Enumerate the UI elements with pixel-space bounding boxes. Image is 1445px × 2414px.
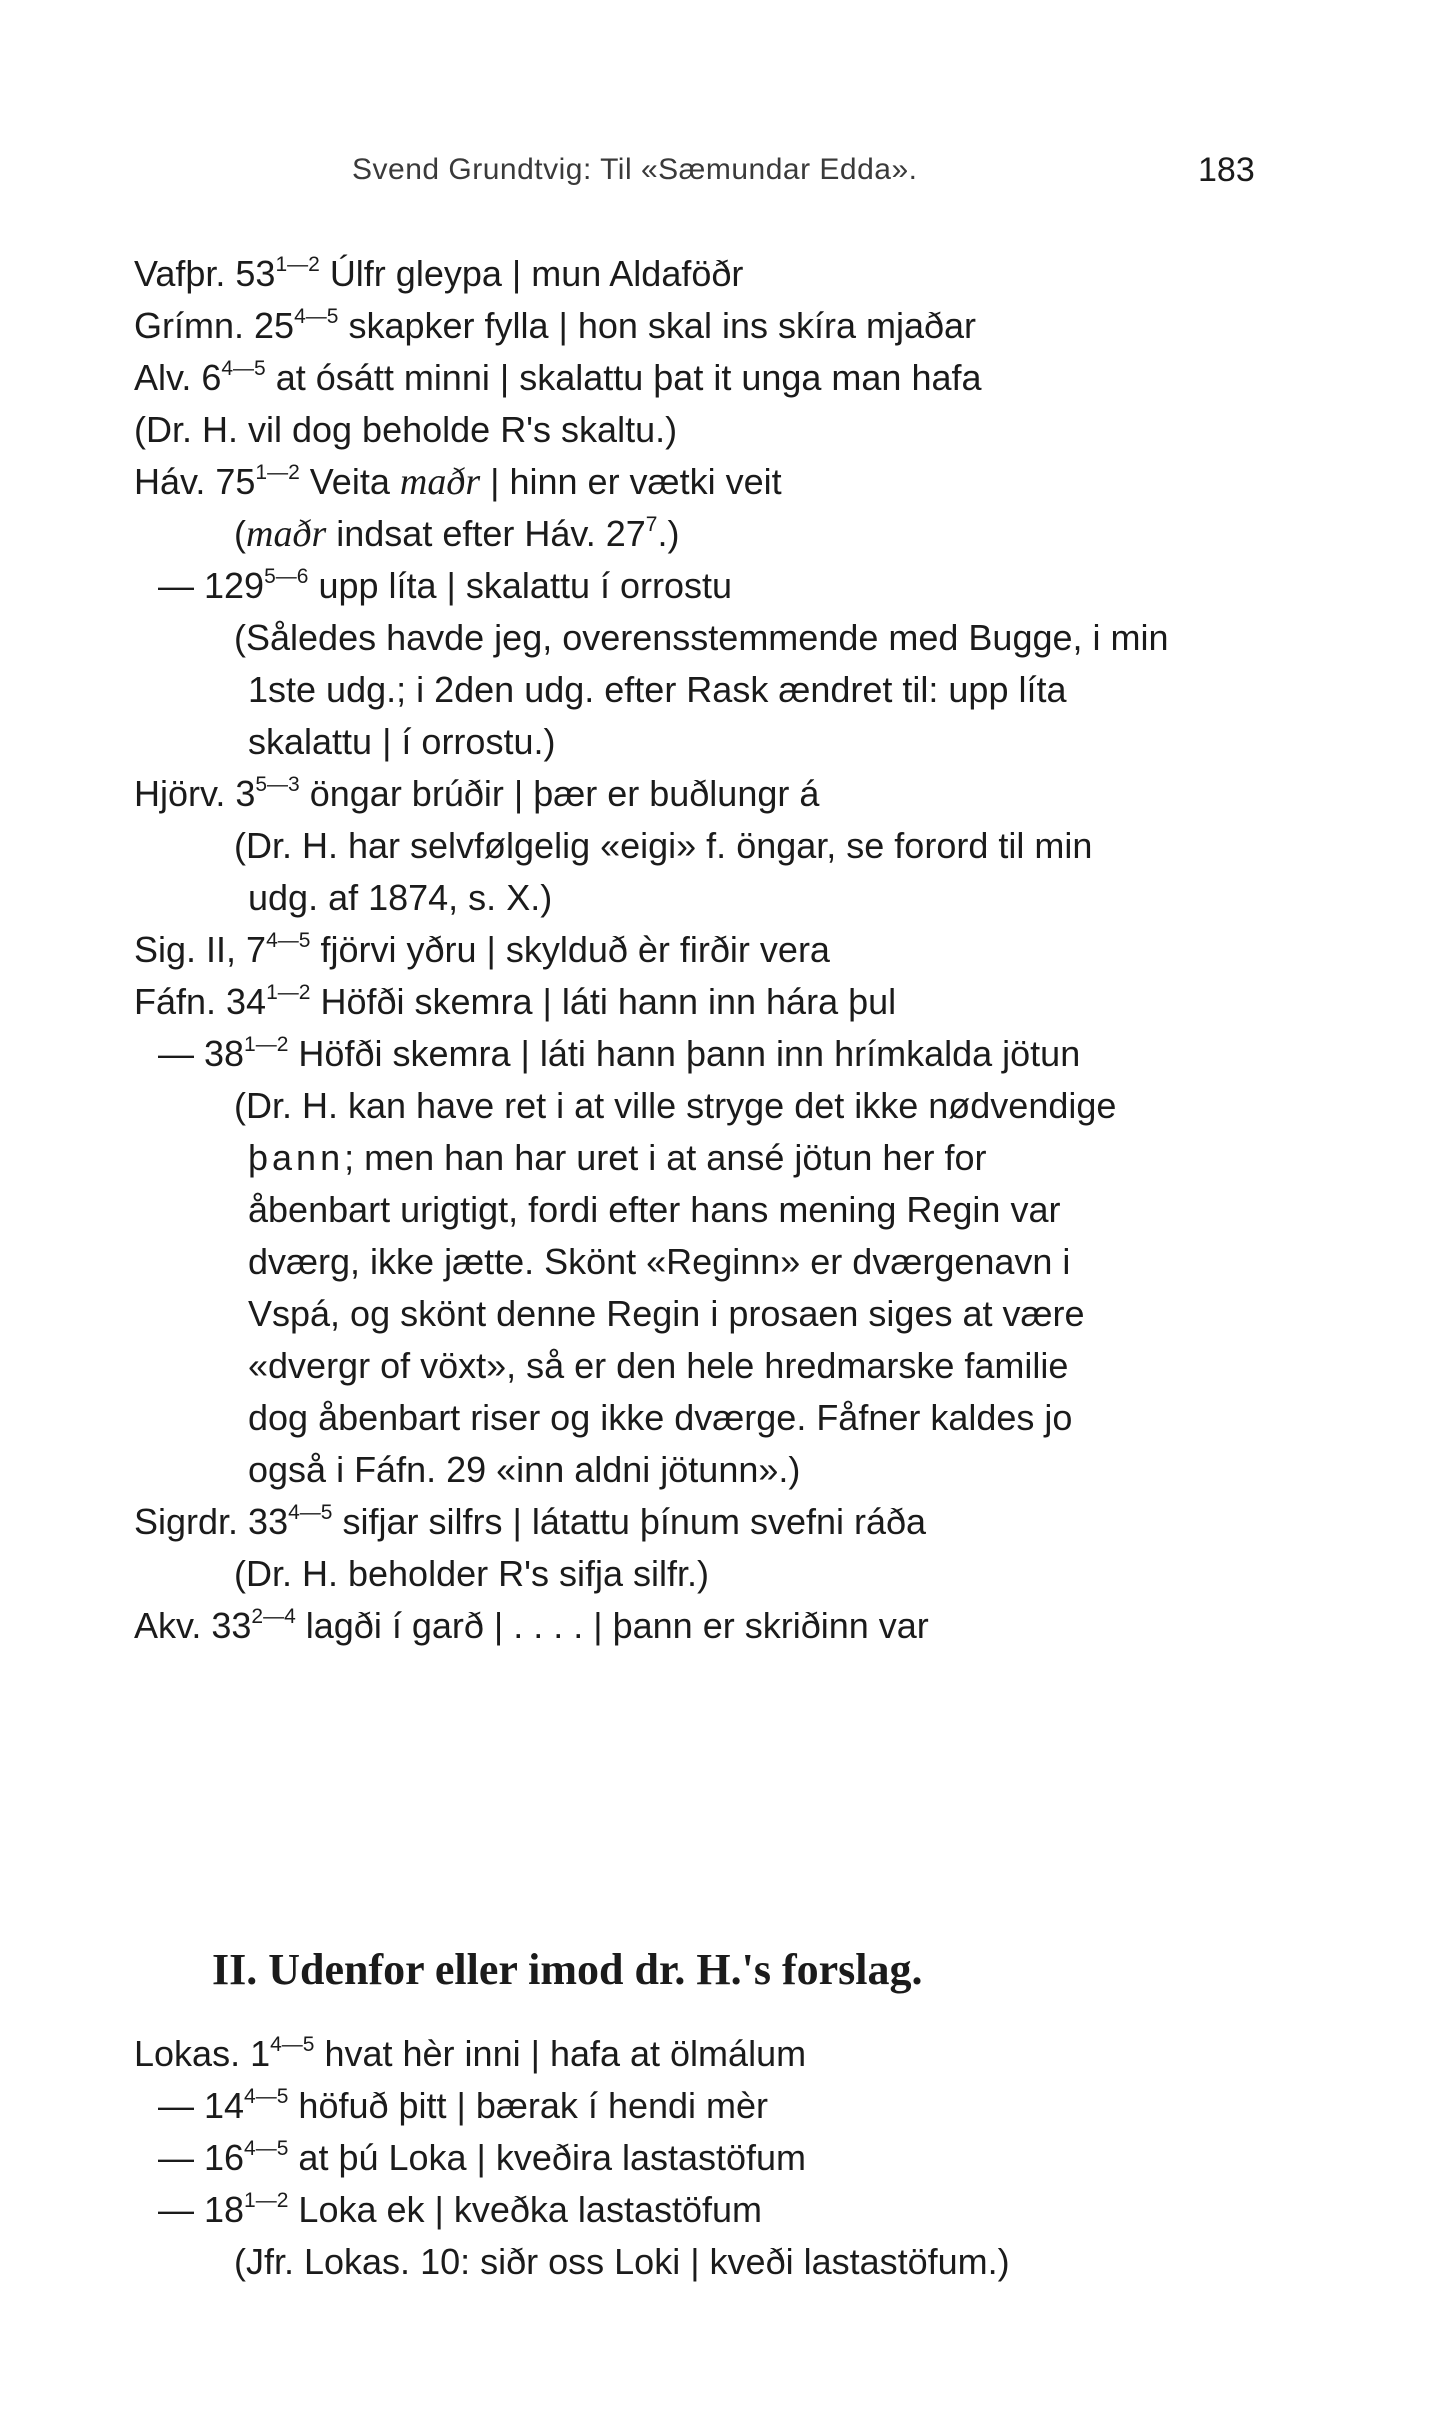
line-range: 1—2: [266, 981, 311, 1004]
note-text: ; men han har uret i at ansé jötun her for: [344, 1137, 987, 1178]
verse-reference: Sigrdr. 33: [134, 1501, 289, 1542]
line-range: 1—2: [244, 1033, 289, 1056]
verse-reference: — 16: [158, 2137, 245, 2178]
page-number: 183: [1198, 151, 1255, 189]
note-line: dværg, ikke jætte. Skönt «Reginn» er dværgenavn i: [248, 1241, 1071, 1282]
verse-text: Höfði skemra | láti hann þann inn hrímkalda jötun: [298, 1033, 1081, 1074]
verse-reference: — 129: [158, 565, 265, 606]
line-range: 4—5: [266, 929, 311, 952]
verse-reference: Háv. 75: [134, 461, 256, 502]
line-range: 4—5: [288, 1501, 333, 1524]
line-range: 1—2: [255, 461, 300, 484]
entry-line: [158, 2186, 762, 2234]
verse-reference: Akv. 33: [134, 1605, 252, 1646]
line-range: 2—4: [251, 1605, 296, 1628]
verse-reference: Grímn. 25: [134, 305, 295, 346]
italic-word: maðr: [399, 461, 481, 503]
close-paren: .): [657, 513, 680, 554]
verse-text: sifjar silfrs | látattu þínum svefni ráða: [342, 1501, 927, 1542]
verse-text: höfuð þitt | bærak í hendi mèr: [298, 2085, 769, 2126]
entry-line: [134, 2030, 806, 2078]
verse-text: | hinn er vætki veit: [490, 461, 782, 502]
running-header: Svend Grundtvig: Til «Sæmundar Edda».: [352, 153, 918, 186]
note-line: [248, 1134, 986, 1182]
verse-text: at ósátt minni | skalattu þat it unga man hafa: [275, 357, 982, 398]
verse-text: lagði í garð | . . . . | þann er skriðinn var: [305, 1605, 929, 1646]
verse-reference: Alv. 6: [134, 357, 222, 398]
entry-line: [134, 926, 830, 974]
verse-text: skapker fylla | hon skal ins skíra mjaðar: [348, 305, 977, 346]
verse-text: upp líta | skalattu í orrostu: [318, 565, 733, 606]
verse-reference: — 38: [158, 1033, 245, 1074]
entry-line: [134, 458, 782, 506]
line-range: 5—3: [255, 773, 300, 796]
line-range: 1—2: [244, 2189, 289, 2212]
note-line: (Jfr. Lokas. 10: siðr oss Loki | kveði lastastöfum.): [234, 2241, 1010, 2282]
line-range: 4—5: [294, 305, 339, 328]
note-line: (Dr. H. vil dog beholde R's skaltu.): [134, 409, 678, 450]
open-paren: (: [234, 513, 246, 554]
verse-reference: — 18: [158, 2189, 245, 2230]
entry-line: [134, 978, 896, 1026]
verse-reference: — 14: [158, 2085, 245, 2126]
entry-line: [134, 302, 976, 350]
entry-line: [134, 1498, 926, 1546]
line-range: 4—5: [244, 2085, 289, 2108]
entry-line: [158, 1030, 1080, 1078]
note-line: dog åbenbart riser og ikke dværge. Fåfner kaldes jo: [248, 1397, 1073, 1438]
note-line: (Dr. H. kan have ret i at ville stryge det ikke nødvendige: [234, 1085, 1117, 1126]
note-line: «dvergr of vöxt», så er den hele hredmarske familie: [248, 1345, 1069, 1386]
italic-word: maðr: [246, 513, 327, 555]
verse-text: Höfði skemra | láti hann inn hára þul: [320, 981, 897, 1022]
entry-line: [134, 250, 743, 298]
entry-line: [158, 562, 732, 610]
section-heading: II. Udenfor eller imod dr. H.'s forslag.: [212, 1945, 923, 1994]
line-range: 5—6: [264, 565, 309, 588]
verse-text: fjörvi yðru | skylduð èr firðir vera: [320, 929, 830, 970]
line-range: 4—5: [270, 2033, 315, 2056]
verse-reference: Fáfn. 34: [134, 981, 267, 1022]
line-range: 4—5: [221, 357, 266, 380]
entry-line: [134, 770, 819, 818]
verse-text: Loka ek | kveðka lastastöfum: [298, 2189, 763, 2230]
note-line: Vspá, og skönt denne Regin i prosaen siges at være: [248, 1293, 1085, 1334]
note-line: [234, 510, 679, 558]
note-line: (Dr. H. beholder R's sifja silfr.): [234, 1553, 709, 1594]
note-line: skalattu | í orrostu.): [248, 721, 556, 762]
entry-line: [134, 354, 982, 402]
line-range: 4—5: [244, 2137, 289, 2160]
verse-reference: Sig. II, 7: [134, 929, 267, 970]
entry-line: [158, 2082, 768, 2130]
verse-reference: Lokas. 1: [134, 2033, 271, 2074]
entry-line: [134, 1602, 929, 1650]
verse-reference: Hjörv. 3: [134, 773, 256, 814]
note-line: udg. af 1874, s. X.): [248, 877, 553, 918]
note-line: (Således havde jeg, overensstemmende med Bugge, i min: [234, 617, 1169, 658]
verse-text: öngar brúðir | þær er buðlungr á: [309, 773, 820, 814]
verse-text: hvat hèr inni | hafa at ölmálum: [324, 2033, 807, 2074]
verse-text: at þú Loka | kveðira lastastöfum: [298, 2137, 807, 2178]
note-line: 1ste udg.; i 2den udg. efter Rask ændret til: upp líta: [248, 669, 1067, 710]
note-line: åbenbart urigtigt, fordi efter hans mening Regin var: [248, 1189, 1061, 1230]
spaced-word: þann: [248, 1137, 345, 1178]
note-line: også i Fáfn. 29 «inn aldni jötunn».): [248, 1449, 801, 1490]
verse-reference: Vafþr. 53: [134, 253, 276, 294]
note-line: (Dr. H. har selvfølgelig «eigi» f. öngar, se forord til min: [234, 825, 1093, 866]
note-text: indsat efter Háv. 27: [336, 513, 646, 554]
verse-text: Úlfr gleypa | mun Aldaföðr: [329, 253, 744, 294]
line-range: 1—2: [275, 253, 320, 276]
entry-line: [158, 2134, 806, 2182]
line-number: 7: [645, 513, 658, 536]
verse-text: Veita: [309, 461, 390, 502]
